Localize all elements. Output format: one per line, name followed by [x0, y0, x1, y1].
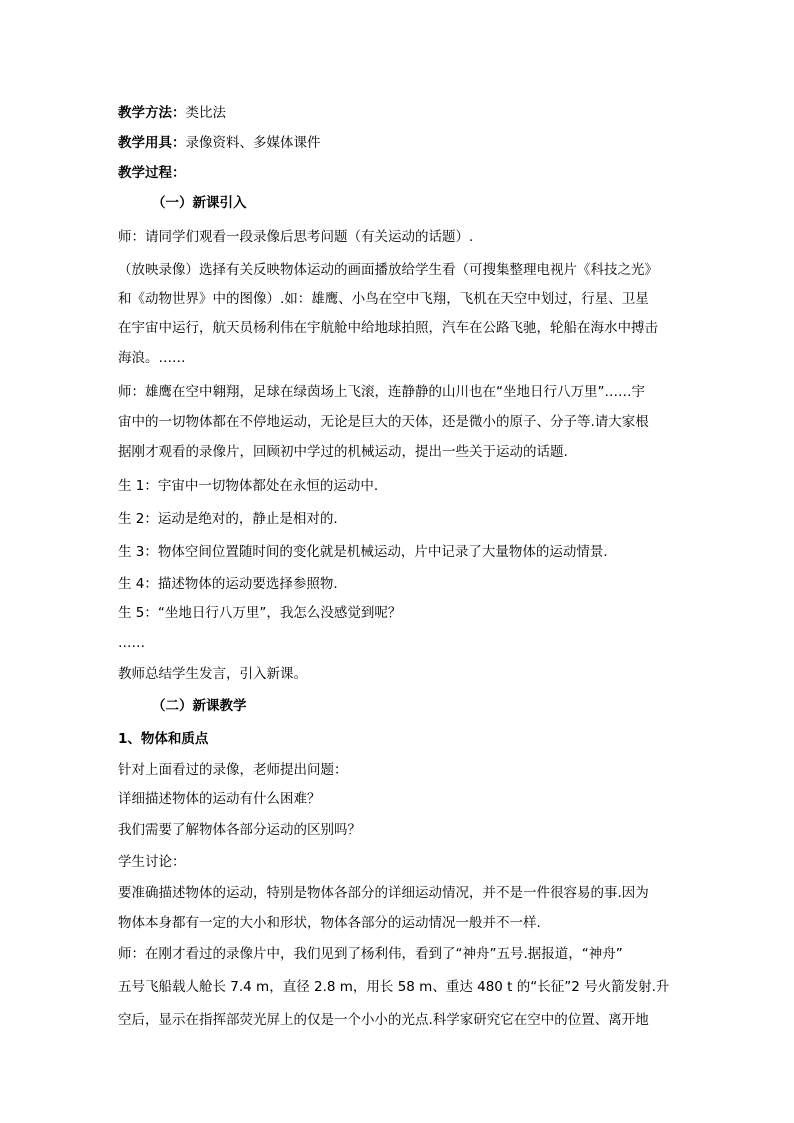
paragraph-line: 和《动物世界》中的图像）.如：雄鹰、小鸟在空中飞翔，飞机在天空中划过，行星、卫星: [118, 291, 649, 307]
paragraph-line: 据刚才观看的录像片，回顾初中学过的机械运动，提出一些关于运动的话题.: [118, 444, 568, 460]
paragraph-line: 在宇宙中运行，航天员杨利伟在宇航舱中给地球拍照，汽车在公路飞驰，轮船在海水中搏击: [118, 320, 658, 336]
teaching-method-label: 教学方法：: [118, 105, 186, 121]
paragraph-line: 五号飞船载人舱长 7.4 m，直径 2.8 m，用长 58 m、重达 480 t 的“长征”2 号火箭发射.升: [118, 979, 670, 995]
student-answer-5: 生 5：“坐地日行八万里”，我怎么没感觉到呢？: [118, 605, 402, 621]
student-answer-1: 生 1：宇宙中一切物体都处在永恒的运动中.: [118, 478, 379, 494]
teaching-tools-label: 教学用具：: [118, 135, 186, 151]
ellipsis-line: ……: [118, 635, 145, 651]
paragraph-line: 海浪。……: [118, 350, 186, 366]
student-answer-4: 生 4：描述物体的运动要选择参照物.: [118, 576, 338, 592]
section-1-title: （一）新课引入: [152, 195, 247, 211]
teaching-method-value: 类比法: [185, 105, 226, 121]
teaching-tools-value: 录像资料、多媒体课件: [185, 135, 321, 151]
student-answer-3: 生 3：物体空间位置随时间的变化就是机械运动，片中记录了大量物体的运动情景.: [118, 544, 608, 560]
paragraph-line: 师：在刚才看过的录像片中，我们见到了杨利伟，看到了“神舟”五号.据报道，“神舟”: [118, 946, 623, 962]
section-2-subtitle: 1、物体和质点: [118, 731, 209, 747]
paragraph-line: 师：请同学们观看一段录像后思考问题（有关运动的话题）.: [118, 229, 474, 245]
teacher-summary: 教师总结学生发言，引入新课。: [118, 666, 307, 682]
paragraph-line: 空后，显示在指挥部荧光屏上的仅是一个小小的光点.科学家研究它在空中的位置、离开地: [118, 1012, 649, 1028]
paragraph-line: 宙中的一切物体都在不停地运动，无论是巨大的天体，还是微小的原子、分子等.请大家根: [118, 414, 649, 430]
paragraph-line: 详细描述物体的运动有什么困难？: [118, 791, 321, 807]
paragraph-line: 学生讨论：: [118, 854, 186, 870]
paragraph-line: 师：雄鹰在空中翱翔，足球在绿茵场上飞滚，连静静的山川也在“坐地日行八万里”……宇: [118, 384, 645, 400]
paragraph-line: 针对上面看过的录像，老师提出问题：: [118, 762, 348, 778]
teaching-tools-line: [118, 134, 678, 152]
teaching-process-label: 教学过程：: [118, 165, 186, 181]
paragraph-line: 我们需要了解物体各部分运动的区别吗？: [118, 822, 361, 838]
section-2-title: （二）新课教学: [152, 698, 247, 714]
student-answer-2: 生 2：运动是绝对的，静止是相对的.: [118, 511, 338, 527]
paragraph-line: 要准确描述物体的运动，特别是物体各部分的详细运动情况，并不是一件很容易的事.因为: [118, 885, 649, 901]
teaching-method-line: [118, 104, 678, 122]
paragraph-line: 物体本身都有一定的大小和形状，物体各部分的运动情况一般并不一样.: [118, 915, 541, 931]
paragraph-line: （放映录像）选择有关反映物体运动的画面播放给学生看（可搜集整理电视片《科技之光》: [118, 262, 658, 278]
